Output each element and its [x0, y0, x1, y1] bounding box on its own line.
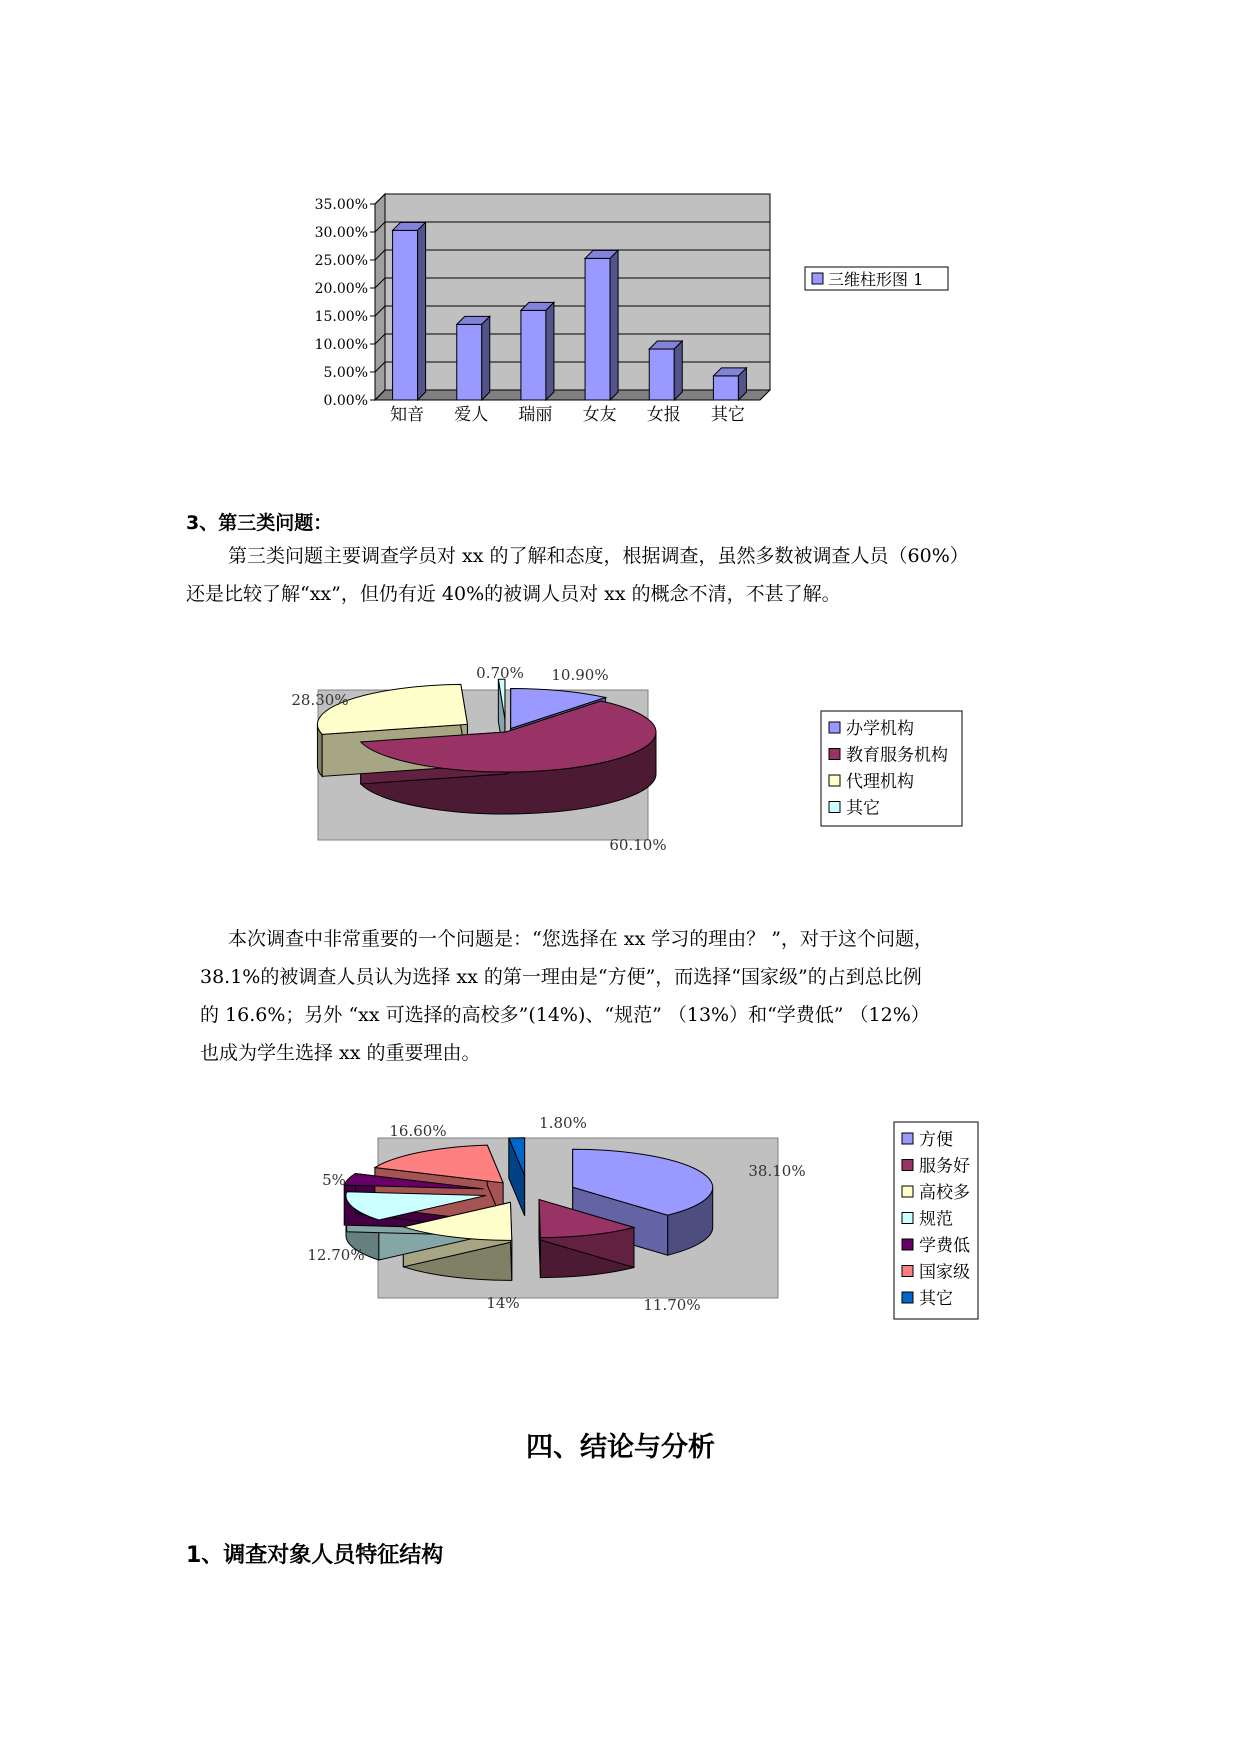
pie-data-label: 1.80%: [539, 1114, 587, 1132]
y-tick-label: 10.00%: [314, 337, 368, 353]
reason-paragraph: [200, 920, 933, 1072]
bar-front: [457, 324, 482, 400]
legend-label: 其它: [846, 798, 880, 819]
pie-legend: [821, 711, 962, 826]
legend-label: 方便: [919, 1130, 953, 1150]
x-tick-label: 女报: [646, 405, 681, 425]
pie-data-label: 28.30%: [291, 691, 349, 709]
pie-chart-1-svg: [280, 660, 980, 860]
bar-chart: [300, 180, 960, 440]
pie-data-label: 12.70%: [307, 1246, 365, 1264]
legend-swatch: [902, 1133, 913, 1144]
legend-label: 三维柱形图 1: [828, 270, 924, 289]
bar-chart-svg: [300, 180, 960, 440]
bar-front: [649, 349, 674, 400]
section-heading-3: 3、第三类问题：: [186, 512, 333, 534]
bar-side: [418, 222, 426, 400]
bar-front: [585, 258, 610, 400]
plot-floor: [375, 390, 770, 400]
pie-chart-1: [280, 660, 980, 860]
x-tick-label: 其它: [710, 405, 745, 425]
bar-side: [482, 316, 490, 400]
legend-swatch: [902, 1186, 913, 1197]
conclusion-subheading-1: 1、调查对象人员特征结构: [186, 1543, 444, 1568]
y-tick-label: 5.00%: [323, 365, 368, 381]
pie-data-label: 14%: [486, 1294, 520, 1312]
legend-swatch: [812, 273, 823, 284]
pie-chart-2-svg: [300, 1110, 1000, 1330]
x-tick-label: 瑞丽: [518, 405, 553, 425]
reason-line-1: 本次调查中非常重要的一个问题是：“您选择在 xx 学习的理由？ ”，对于这个问题，: [228, 928, 933, 950]
bar-side: [546, 302, 554, 400]
reason-line-2: 38.1%的被调查人员认为选择 xx 的第一理由是“方便”，而选择“国家级”的占到总比例: [200, 966, 922, 988]
section3-line-2: 还是比较了解“xx”，但仍有近 40%的被调人员对 xx 的概念不清，不甚了解。: [186, 583, 841, 605]
legend-label: 服务好: [919, 1156, 970, 1177]
legend-label: 国家级: [919, 1262, 970, 1283]
legend-swatch: [902, 1213, 913, 1224]
pie-chart-2: [300, 1110, 1000, 1330]
bar-legend: [805, 267, 948, 290]
legend-swatch: [829, 802, 840, 813]
legend-label: 其它: [919, 1289, 953, 1309]
bar-front: [521, 310, 546, 400]
legend-label: 教育服务机构: [846, 745, 948, 766]
legend-swatch: [902, 1160, 913, 1171]
bar-front: [713, 376, 738, 400]
legend-label: 学费低: [919, 1236, 970, 1256]
plot-back-wall: [385, 194, 770, 390]
pie-data-label: 0.70%: [476, 664, 524, 682]
x-tick-label: 女友: [582, 405, 617, 425]
pie-data-label: 5%: [322, 1171, 346, 1189]
pie-data-label: 16.60%: [389, 1122, 447, 1140]
legend-label: 高校多: [919, 1183, 970, 1203]
y-tick-label: 30.00%: [314, 225, 368, 241]
x-tick-label: 知音: [390, 405, 425, 425]
legend-label: 规范: [919, 1209, 953, 1230]
section3-paragraph: [186, 537, 969, 613]
y-tick-label: 20.00%: [314, 281, 368, 297]
y-tick-label: 0.00%: [323, 393, 368, 409]
reason-line-3: 的 16.6%；另外 “xx 可选择的高校多”(14%)、“规范” （13%）和“学费低” （12%）: [200, 1004, 930, 1026]
legend-swatch: [829, 775, 840, 786]
legend-swatch: [829, 749, 840, 760]
pie-legend: [894, 1122, 978, 1319]
plot-side-wall: [375, 194, 385, 400]
reason-line-4: 也成为学生选择 xx 的重要理由。: [200, 1042, 481, 1064]
bar-side: [610, 250, 618, 400]
y-tick-label: 15.00%: [314, 309, 368, 325]
y-tick-label: 25.00%: [314, 253, 368, 269]
bar-front: [393, 230, 418, 400]
pie-data-label: 60.10%: [609, 836, 667, 854]
legend-swatch: [829, 722, 840, 733]
pie-data-label: 11.70%: [643, 1296, 701, 1314]
legend-label: 办学机构: [846, 719, 914, 739]
pie-data-label: 38.10%: [748, 1162, 806, 1180]
conclusion-heading: 四、结论与分析: [526, 1432, 715, 1463]
bar-side: [674, 341, 682, 400]
legend-label: 代理机构: [846, 772, 914, 792]
pie-data-label: 10.90%: [551, 666, 609, 684]
legend-swatch: [902, 1292, 913, 1303]
legend-swatch: [902, 1239, 913, 1250]
y-tick-label: 35.00%: [314, 197, 368, 213]
section3-line-1: 第三类问题主要调查学员对 xx 的了解和态度，根据调查，虽然多数被调查人员（60%）: [228, 545, 969, 567]
legend-swatch: [902, 1266, 913, 1277]
x-tick-label: 爱人: [454, 405, 489, 425]
